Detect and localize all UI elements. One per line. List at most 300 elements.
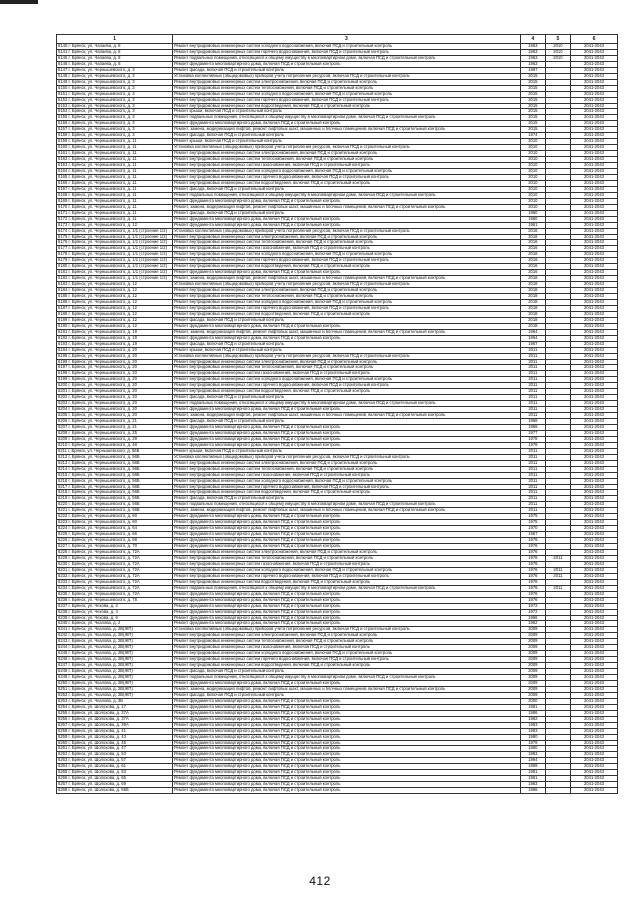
address-text: г. Брянск, ул. Шолохова, д. 47 (68, 745, 126, 751)
row-number: 6199 (58, 376, 68, 382)
row-number: 6157 (58, 126, 68, 132)
work-type-cell: Ремонт фасада, включая ПСД и строительный контроль (172, 133, 520, 139)
work-type-cell: Ремонт фундамента многоквартирного дома, включая ПСД и строительный контроль (172, 603, 520, 609)
row-number: 6241 (58, 626, 68, 632)
planned-period-cell: 2041-2043 (570, 91, 617, 97)
build-year-cell: 2015 (520, 91, 545, 97)
address-text: г. Брянск, ул. Чернышевского, д. 11 (68, 180, 137, 185)
address-text: г. Брянск, ул. Чапаева, д. 8 (68, 43, 121, 48)
build-year-cell: 1979 (520, 740, 545, 746)
address-text: г. Брянск, ул. Чернышевского, д. 64 (68, 525, 137, 531)
work-type-cell: Ремонт фундамента многоквартирного дома, включая ПСД и строительный контроль (172, 538, 520, 544)
planned-period-cell: 2041-2043 (570, 407, 617, 413)
row-number: 6240 (58, 620, 68, 626)
row-number: 6183 (58, 281, 68, 287)
address-cell (57, 252, 173, 258)
address-text: г. Брянск, ул. Чкалова, д. 2В(ЖП) (68, 626, 133, 632)
row-number: 6196 (58, 359, 68, 364)
build-year-cell: 2011 (520, 389, 545, 395)
build-year-cell: 1970 (520, 526, 545, 532)
planned-period-cell: 2041-2043 (570, 490, 617, 496)
address-text: г. Брянск, ул. Чкалова, д. 2В(ЖП) (68, 668, 133, 674)
address-text: г. Брянск, ул. Чехова, д. 4 (68, 609, 118, 614)
row-number: 6177 (58, 245, 68, 251)
build-year-cell: 2011 (520, 347, 545, 353)
address-text: г. Брянск, ул. Чернышевского, д. 3 (68, 79, 135, 84)
planned-period-cell: 2041-2043 (570, 466, 617, 472)
address-text: г. Брянск, ул. Чернышевского, д. 72А (68, 579, 140, 584)
address-text: г. Брянск, ул. Чернышевского, д. 29 (68, 436, 137, 441)
work-type-cell: Ремонт внутридомовых инженерных систем теплоснабжения, включая ПСД и строительный контроль (172, 639, 520, 645)
row-number: 6258 (58, 728, 68, 733)
row-number: 6206 (58, 418, 68, 424)
table-row (57, 788, 618, 794)
work-type-cell: Ремонт фундамента многоквартирного дома, включая ПСД и строительный контроль (172, 758, 520, 764)
planned-period-cell: 2041-2043 (570, 567, 617, 573)
planned-period-cell: 2041-2043 (570, 85, 617, 91)
planned-period-cell: 2041-2043 (570, 294, 617, 300)
address-text: г. Брянск, ул. Чернышевского, д. 20 (68, 406, 137, 412)
build-year-cell: 2011 (520, 448, 545, 454)
address-text: г. Брянск, ул. Чернышевского, д. 20 (68, 347, 137, 352)
address-cell (57, 270, 173, 276)
address-text: г. Брянск, ул. Чернышевского, д. 20 (68, 394, 137, 400)
row-number: 6156 (58, 120, 68, 126)
row-number: 6188 (58, 311, 68, 316)
build-year-cell: 2016 (520, 264, 545, 270)
work-type-cell: Ремонт, замена, модернизация лифтов, ремонт лифтовых шахт, машинных и блочных помещений, включая ПСД и строительный контроль (172, 204, 520, 210)
build-year-cell: 1964 (520, 329, 545, 335)
build-year-cell: 1980 (520, 734, 545, 740)
planned-period-cell: 2041-2043 (570, 109, 617, 115)
capital-repair-table (56, 34, 618, 794)
work-type-cell: Ремонт фундамента многоквартирного дома, включая ПСД и строительный контроль (172, 407, 520, 413)
row-number: 6163 (58, 162, 68, 168)
planned-period-cell: 2041-2043 (570, 430, 617, 436)
work-type-cell: Ремонт, замена, модернизация лифтов, ремонт лифтовых шахт, машинных и блочных помещений, включая ПСД и строительный контроль (172, 686, 520, 692)
planned-period-cell: 2041-2043 (570, 532, 617, 538)
work-type-cell: Ремонт фундамента многоквартирного дома, включая ПСД и строительный контроль (172, 716, 520, 722)
row-number: 6205 (58, 412, 68, 418)
build-year-cell: 2011 (520, 371, 545, 377)
address-text: г. Брянск, ул. Чернышевского, д. 1/1 (строение 1/2) (68, 251, 168, 257)
row-number: 6192 (58, 335, 68, 340)
row-number: 6147 (58, 67, 68, 72)
row-number: 6184 (58, 287, 68, 293)
build-year-cell: 2018 (520, 288, 545, 294)
planned-period-cell: 2041-2043 (570, 395, 617, 401)
table-row (57, 240, 618, 246)
address-text: г. Брянск, ул. Чернышевского, д. 3 (68, 103, 135, 108)
last-repair-year-cell: 2010 (545, 49, 570, 55)
work-type-cell: Ремонт фундамента многоквартирного дома, включая ПСД и строительный контроль (172, 734, 520, 740)
build-year-cell: 2000 (520, 698, 545, 704)
planned-period-cell: 2041-2043 (570, 234, 617, 240)
work-type-cell: Ремонт внутридомовых инженерных систем газоснабжения, включая ПСД и строительный контроль (172, 645, 520, 651)
build-year-cell: 1968 (520, 419, 545, 425)
work-type-cell: Ремонт фасада, включая ПСД и строительный контроль (172, 496, 520, 502)
row-number: 6154 (58, 108, 68, 114)
row-number: 6235 (58, 591, 68, 596)
address-text: г. Брянск, ул. Чернышевского, д. 72А (68, 591, 140, 596)
build-year-cell: 2015 (520, 79, 545, 85)
row-number: 6145 (58, 55, 68, 60)
address-text: г. Брянск, ул. Чернышевского, д. 12 (68, 305, 137, 310)
work-type-cell: Ремонт фасада, включая ПСД и строительный контроль (172, 186, 520, 192)
planned-period-cell: 2041-2043 (570, 734, 617, 740)
row-number: 6252 (58, 692, 68, 697)
work-type-cell: Ремонт внутридомовых инженерных систем холодного водоснабжения, включая ПСД и строительный контроль (172, 478, 520, 484)
build-year-cell: 2011 (520, 472, 545, 478)
work-type-cell: Ремонт внутридомовых инженерных систем горячего водоснабжения, включая ПСД и строительный контроль (172, 97, 520, 103)
build-year-cell: 1976 (520, 561, 545, 567)
address-text: г. Брянск, ул. Шолохова, д. 53 (68, 751, 126, 757)
build-year-cell: 2009 (520, 657, 545, 663)
address-text: г. Брянск, ул. Чернышевского, д. 56Б (68, 466, 140, 471)
row-number: 6231 (58, 567, 68, 572)
build-year-cell: 1986 (520, 788, 545, 794)
build-year-cell: 2010 (520, 139, 545, 145)
planned-period-cell: 2041-2043 (570, 448, 617, 454)
last-repair-year-cell: 2011 (545, 555, 570, 561)
work-type-cell: Ремонт внутридомовых инженерных систем электроснабжения, включая ПСД и строительный контроль (172, 288, 520, 294)
row-number: 6174 (58, 228, 68, 233)
work-type-cell: Ремонт внутридомовых инженерных систем холодного водоснабжения, включая ПСД и строительный контроль (172, 44, 520, 50)
column-header-3: 3 (172, 35, 520, 44)
build-year-cell: 1976 (520, 544, 545, 550)
build-year-cell: 2009 (520, 680, 545, 686)
build-year-cell: 2015 (520, 115, 545, 121)
planned-period-cell: 2041-2043 (570, 496, 617, 502)
table-row (57, 276, 618, 282)
build-year-cell: 2011 (520, 466, 545, 472)
row-number: 6264 (58, 763, 68, 769)
address-text: г. Брянск, ул. Чернышевского, д. 56Б (68, 460, 140, 465)
address-text: г. Брянск, ул. Чернышевского, д. 72А (68, 567, 140, 572)
row-number: 6202 (58, 394, 68, 400)
planned-period-cell: 2041-2043 (570, 210, 617, 216)
address-text: г. Брянск, ул. Чернышевского, д. 1/1 (строение 1/2) (68, 228, 168, 233)
address-text: г. Брянск, ул. Шолохова, д. 63 (68, 769, 126, 775)
planned-period-cell: 2041-2043 (570, 282, 617, 288)
build-year-cell: 1987 (520, 67, 545, 73)
build-year-cell: 2011 (520, 401, 545, 407)
planned-period-cell: 2041-2043 (570, 222, 617, 228)
build-year-cell: 1976 (520, 585, 545, 591)
planned-period-cell: 2041-2043 (570, 258, 617, 264)
address-text: г. Брянск, ул. Чкалова, д. 2В(ЖП) (68, 680, 133, 685)
build-year-cell: 2016 (520, 252, 545, 258)
address-text: г. Брянск, ул. Чернышевского, д. 11 (68, 156, 137, 162)
address-text: г. Брянск, ул. Шолохова, д. 45 (68, 740, 126, 745)
work-type-cell: Ремонт фасада, включая ПСД и строительный контроль (172, 692, 520, 698)
row-number: 6255 (58, 710, 68, 715)
row-number: 6151 (58, 91, 68, 96)
row-number: 6260 (58, 740, 68, 745)
row-number: 6215 (58, 472, 68, 477)
row-number: 6208 (58, 430, 68, 435)
row-number: 6175 (58, 234, 68, 239)
planned-period-cell: 2041-2043 (570, 305, 617, 311)
planned-period-cell: 2041-2043 (570, 454, 617, 460)
table-row (57, 252, 618, 258)
address-text: г. Брянск, ул. Чернышевского, д. 11 (68, 210, 137, 215)
work-type-cell: Ремонт внутридомовых инженерных систем электроснабжения, включая ПСД и строительный контроль (172, 550, 520, 556)
planned-period-cell: 2041-2043 (570, 514, 617, 520)
row-number: 6179 (58, 257, 68, 263)
address-text: г. Брянск, ул. Шолохова, д. 37А (68, 710, 129, 715)
planned-period-cell: 2041-2043 (570, 371, 617, 377)
row-number: 6210 (58, 442, 68, 447)
row-number: 6201 (58, 388, 68, 394)
row-number: 6236 (58, 597, 68, 602)
build-year-cell: 2010 (520, 157, 545, 163)
row-number: 6180 (58, 263, 68, 269)
work-type-cell: Ремонт крыши, включая ПСД и строительный контроль (172, 448, 520, 454)
planned-period-cell: 2041-2043 (570, 139, 617, 145)
planned-period-cell: 2041-2043 (570, 502, 617, 508)
planned-period-cell: 2041-2043 (570, 353, 617, 359)
address-text: г. Брянск, ул. Чернышевского, д. 11 (68, 138, 137, 144)
planned-period-cell: 2041-2043 (570, 276, 617, 282)
address-text: г. Брянск, ул. Чкалова, д. 2В(ЖП) (68, 686, 133, 691)
work-type-cell: Ремонт внутридомовых инженерных систем газоснабжения, включая ПСД и строительный контроль (172, 246, 520, 252)
planned-period-cell: 2041-2043 (570, 472, 617, 478)
planned-period-cell: 2041-2043 (570, 508, 617, 514)
build-year-cell: 1989 (520, 764, 545, 770)
work-type-cell: Ремонт подвальных помещений, относящихся к общему имуществу в многоквартирном доме, включая ПСД и строительный контроль (172, 55, 520, 61)
build-year-cell: 2009 (520, 645, 545, 651)
build-year-cell: 2009 (520, 686, 545, 692)
build-year-cell: 2010 (520, 174, 545, 180)
table-row (57, 234, 618, 240)
work-type-cell: Ремонт фундамента многоквартирного дома, включая ПСД и строительный контроль (172, 764, 520, 770)
address-text: г. Брянск, ул. Чернышевского, д. 20 (68, 359, 137, 364)
row-number: 6140 (58, 43, 68, 48)
planned-period-cell: 2041-2043 (570, 157, 617, 163)
build-year-cell: 1968 (520, 425, 545, 431)
work-type-cell: Ремонт фундамента многоквартирного дома, включая ПСД и строительный контроль (172, 788, 520, 794)
address-text: г. Брянск, ул. Шолохова, д. 56Б (68, 787, 129, 793)
build-year-cell: 1983 (520, 722, 545, 728)
address-text: г. Брянск, ул. Чернышевского, д. 11 (68, 174, 137, 179)
build-year-cell: 2010 (520, 186, 545, 192)
planned-period-cell: 2041-2043 (570, 776, 617, 782)
build-year-cell: 1981 (520, 770, 545, 776)
table-row (57, 246, 618, 252)
address-cell (57, 788, 173, 794)
work-type-cell: Ремонт внутридомовых инженерных систем горячего водоснабжения, включая ПСД и строительный контроль (172, 49, 520, 55)
last-repair-year-cell (545, 788, 570, 794)
address-text: г. Брянск, ул. Чернышевского, д. 56Б (68, 478, 140, 483)
row-number: 6254 (58, 704, 68, 709)
planned-period-cell: 2041-2043 (570, 329, 617, 335)
row-number: 6172 (58, 216, 68, 221)
address-text: г. Брянск, ул. Чернышевского, д. 1/1 (строение 1/2) (68, 234, 168, 239)
build-year-cell: 1986 (520, 710, 545, 716)
address-cell (57, 258, 173, 264)
row-number: 6168 (58, 192, 68, 197)
address-text: г. Брянск, ул. Чернышевского, д. 20 (68, 353, 137, 358)
table-row (57, 228, 618, 234)
address-text: г. Брянск, ул. Чернышевского, д. 3 (68, 91, 135, 96)
address-text: г. Брянск, ул. Чернышевского, д. 12 (68, 317, 137, 322)
row-number: 6259 (58, 734, 68, 739)
address-text: г. Брянск, ул. Чернышевского, д. 1/1 (строение 1/2) (68, 263, 168, 269)
row-number: 6171 (58, 210, 68, 215)
build-year-cell: 1976 (520, 597, 545, 603)
build-year-cell: 2018 (520, 282, 545, 288)
work-type-cell: Ремонт фасада, включая ПСД и строительный контроль (172, 395, 520, 401)
planned-period-cell: 2041-2043 (570, 728, 617, 734)
row-number: 6234 (58, 585, 68, 590)
row-number: 6187 (58, 305, 68, 310)
build-year-cell: 1978 (520, 436, 545, 442)
row-number: 6152 (58, 97, 68, 102)
address-text: г. Брянск, ул. Чернышевского, д. 72А (68, 549, 140, 555)
build-year-cell: 1964 (520, 335, 545, 341)
address-text: г. Брянск, ул. Чернышевского, д. 72А (68, 561, 140, 566)
build-year-cell: 2018 (520, 311, 545, 317)
row-number: 6265 (58, 769, 68, 775)
work-type-cell: Ремонт внутридомовых инженерных систем горячего водоснабжения, включая ПСД и строительный контроль (172, 657, 520, 663)
row-number: 6214 (58, 466, 68, 471)
work-type-cell: Ремонт фундамента многоквартирного дома, включая ПСД и строительный контроль (172, 752, 520, 758)
planned-period-cell: 2041-2043 (570, 174, 617, 180)
address-text: г. Брянск, ул. Чернышевского, д. 21 (68, 418, 137, 424)
planned-period-cell: 2041-2043 (570, 246, 617, 252)
address-text: г. Брянск, ул. Чехова, д. 6 (68, 615, 118, 620)
work-type-cell: Ремонт фундамента многоквартирного дома, включая ПСД и строительный контроль (172, 442, 520, 448)
build-year-cell: 1967 (520, 532, 545, 538)
work-type-cell: Ремонт внутридомовых инженерных систем газоснабжения, включая ПСД и строительный контроль (172, 371, 520, 377)
work-type-cell: Ремонт внутридомовых инженерных систем горячего водоснабжения, включая ПСД и строительный контроль (172, 174, 520, 180)
address-text: г. Брянск, ул. Шолохова, д. 41 (68, 728, 126, 733)
work-type-cell: Ремонт внутридомовых инженерных систем теплоснабжения, включая ПСД и строительный контроль (172, 294, 520, 300)
build-year-cell: 2016 (520, 228, 545, 234)
address-text: г. Брянск, ул. Чернышевского, д. 12 (68, 281, 137, 287)
last-repair-year-cell: 2011 (545, 585, 570, 591)
planned-period-cell: 2041-2043 (570, 115, 617, 121)
address-text: г. Брянск, ул. Чернышевского, д. 68 (68, 537, 137, 543)
row-number: 6167 (58, 186, 68, 191)
work-type-cell: Ремонт фундамента многоквартирного дома, включая ПСД и строительный контроль (172, 740, 520, 746)
build-year-cell: 2010 (520, 198, 545, 204)
build-year-cell: 2016 (520, 258, 545, 264)
build-year-cell: 2015 (520, 127, 545, 133)
address-text: г. Брянск, ул. Чернышевского, д. 70 (68, 543, 137, 549)
build-year-cell: 2011 (520, 454, 545, 460)
build-year-cell: 1976 (520, 573, 545, 579)
address-text: г. Брянск, ул. Чкалова, д. 2В(ЖП) (68, 644, 133, 650)
build-year-cell: 1976 (520, 591, 545, 597)
address-text: г. Брянск, ул. Чернышевского, д. 21 (68, 424, 137, 429)
planned-period-cell: 2041-2043 (570, 341, 617, 347)
row-number: 6257 (58, 722, 68, 727)
build-year-cell: 2016 (520, 276, 545, 282)
address-text: г. Брянск, ул. Чернышевского, д. 3 (68, 132, 135, 138)
work-type-cell: Ремонт фундамента многоквартирного дома, включая ПСД и строительный контроль (172, 544, 520, 550)
work-type-cell: Ремонт внутридомовых инженерных систем холодного водоснабжения, включая ПСД и строительный контроль (172, 567, 520, 573)
work-type-cell: Ремонт, замена, модернизация лифтов, ремонт лифтовых шахт, машинных и блочных помещений, включая ПСД и строительный контроль (172, 413, 520, 419)
address-text: г. Брянск, ул. Чернышевского, д. 3 (68, 73, 135, 78)
address-text: г. Брянск, ул. Шолохова, д. 17 (68, 704, 126, 709)
address-text: г. Брянск, ул. Чернышевского, д. 60 (68, 519, 137, 525)
work-type-cell: Ремонт внутридомовых инженерных систем водоотведения, включая ПСД и строительный контроль (172, 490, 520, 496)
build-year-cell: 1975 (520, 520, 545, 526)
build-year-cell: 1976 (520, 579, 545, 585)
last-repair-year-cell: 2011 (545, 573, 570, 579)
build-year-cell: 1982 (520, 716, 545, 722)
work-type-cell: Ремонт фундамента многоквартирного дома, включая ПСД и строительный контроль (172, 615, 520, 621)
planned-period-cell: 2041-2043 (570, 651, 617, 657)
row-number: 6217 (58, 484, 68, 489)
build-year-cell: 1967 (520, 341, 545, 347)
row-number: 6161 (58, 150, 68, 156)
work-type-cell: Ремонт внутридомовых инженерных систем электроснабжения, включая ПСД и строительный контроль (172, 151, 520, 157)
table-row (57, 264, 618, 270)
work-type-cell: Ремонт фундамента многоквартирного дома, включая ПСД и строительный контроль (172, 680, 520, 686)
planned-period-cell: 2041-2043 (570, 746, 617, 752)
address-text: г. Брянск, ул. Чернышевского, д. 3 (68, 126, 135, 132)
address-text: г. Брянск, ул. Чкалова, д. 2В(ЖП) (68, 632, 133, 638)
planned-period-cell: 2041-2043 (570, 675, 617, 681)
row-number: 6141 (58, 49, 68, 54)
planned-period-cell: 2041-2043 (570, 73, 617, 79)
build-year-cell: 1966 (520, 615, 545, 621)
work-type-cell: Ремонт фундамента многоквартирного дома, включая ПСД и строительный контроль (172, 722, 520, 728)
work-type-cell: Ремонт внутридомовых инженерных систем теплоснабжения, включая ПСД и строительный контроль (172, 365, 520, 371)
address-text: г. Брянск, ул. Чернышевского, д. 25 (68, 430, 137, 435)
row-number: 6164 (58, 168, 68, 174)
table-body (57, 44, 618, 794)
row-number: 6204 (58, 406, 68, 412)
planned-period-cell: 2041-2043 (570, 770, 617, 776)
address-text: г. Брянск, ул. Чернышевского, д. 12 (68, 311, 137, 316)
build-year-cell: 2015 (520, 85, 545, 91)
address-text: г. Брянск, ул. Чернышевского, д. 56Б (68, 501, 140, 507)
row-number: 6228 (58, 549, 68, 555)
planned-period-cell: 2041-2043 (570, 425, 617, 431)
work-type-cell: Ремонт фундамента многоквартирного дома, включая ПСД и строительный контроль (172, 621, 520, 627)
build-year-cell: 2011 (520, 395, 545, 401)
address-text: г. Брянск, ул. Чернышевского, д. 11 (68, 216, 137, 221)
row-number: 6230 (58, 561, 68, 566)
planned-period-cell: 2041-2043 (570, 44, 617, 50)
row-number: 6247 (58, 662, 68, 668)
work-type-cell: Установка коллективных (общедомовых) приборов учета потребления ресурсов, включая ПСД и строительный контроль (172, 282, 520, 288)
work-type-cell: Ремонт фундамента многоквартирного дома, включая ПСД и строительный контроль (172, 520, 520, 526)
planned-period-cell: 2041-2043 (570, 335, 617, 341)
row-number: 6250 (58, 680, 68, 685)
work-type-cell: Ремонт внутридомовых инженерных систем водоотведения, включая ПСД и строительный контроль (172, 663, 520, 669)
work-type-cell: Ремонт внутридомовых инженерных систем газоснабжения, включая ПСД и строительный контроль (172, 163, 520, 169)
work-type-cell: Ремонт фасада, включая ПСД и строительный контроль (172, 210, 520, 216)
address-text: г. Брянск, ул. Чернышевского, д. 3 (68, 114, 135, 120)
planned-period-cell: 2041-2043 (570, 264, 617, 270)
address-text: г. Брянск, ул. Чернышевского, д. 1/1 (строение 1/2) (68, 257, 168, 263)
build-year-cell: 2011 (520, 377, 545, 383)
build-year-cell: 1977 (520, 430, 545, 436)
address-text: г. Брянск, ул. Чернышевского, д. 60 (68, 513, 137, 519)
work-type-cell: Ремонт внутридомовых инженерных систем горячего водоснабжения, включая ПСД и строительный контроль (172, 305, 520, 311)
planned-period-cell: 2041-2043 (570, 722, 617, 728)
row-number: 6220 (58, 501, 68, 507)
work-type-cell: Ремонт фасада, включая ПСД и строительный контроль (172, 317, 520, 323)
build-year-cell: 1960 (520, 216, 545, 222)
row-number: 6267 (58, 781, 68, 787)
row-number: 6232 (58, 573, 68, 578)
